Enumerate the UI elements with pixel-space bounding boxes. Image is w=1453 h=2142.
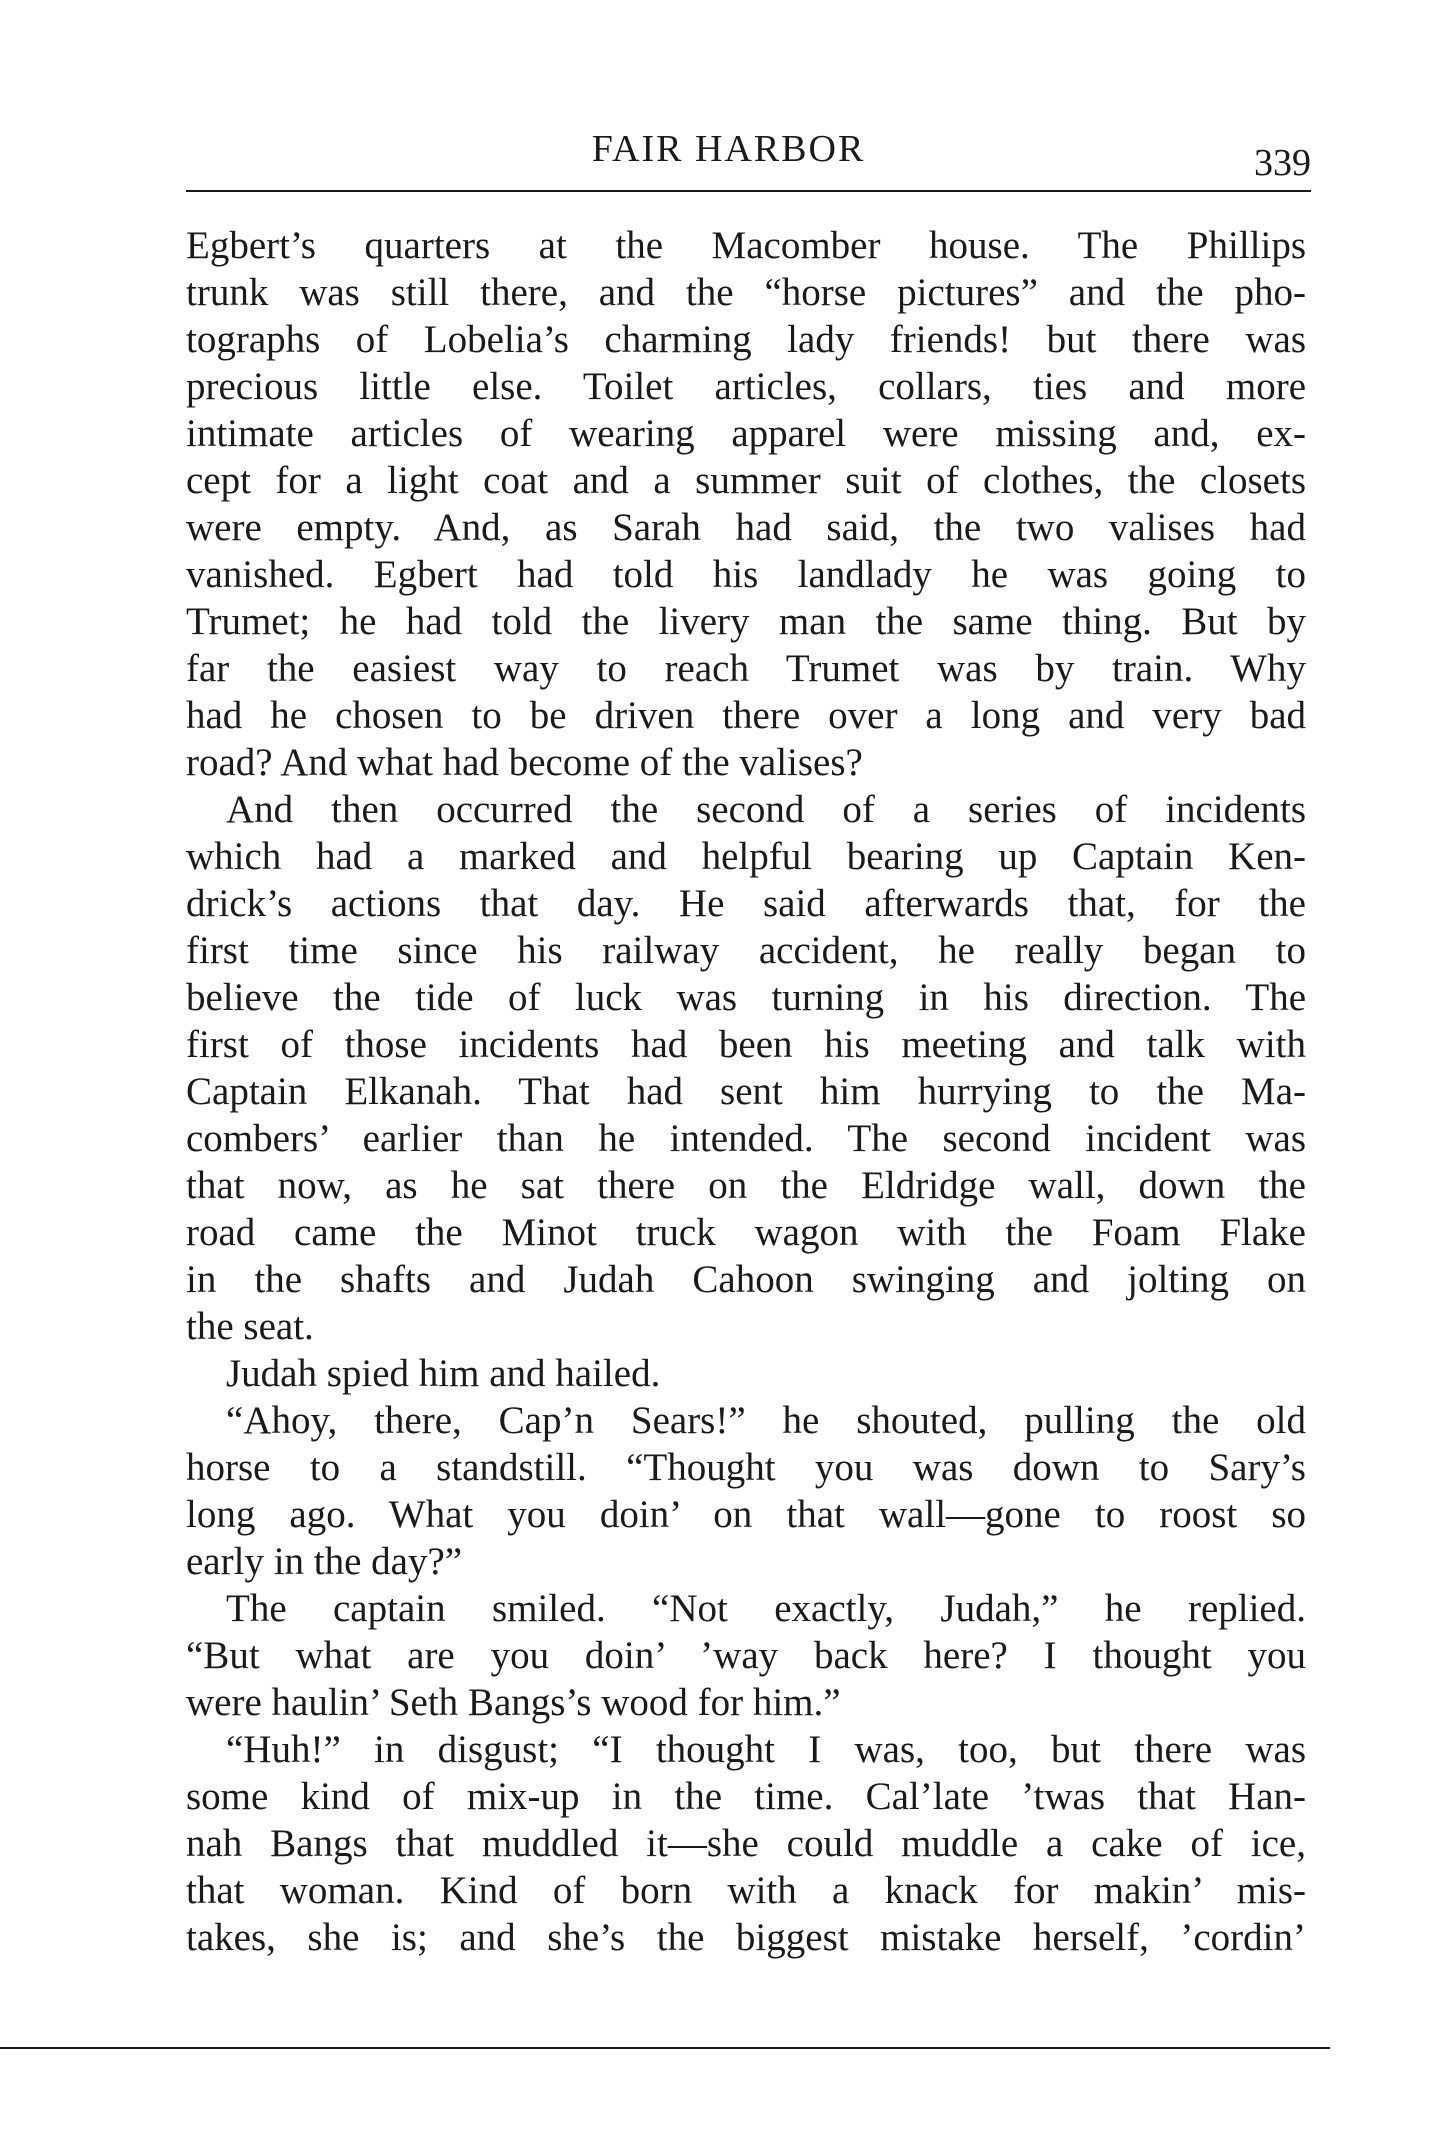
- text-line: intimate articles of wearing apparel were missing and, ex-: [186, 412, 1306, 455]
- paragraph: [186, 222, 1306, 786]
- text-line: had he chosen to be driven there over a long and very bad: [186, 694, 1306, 737]
- running-title: FAIR HARBOR: [591, 128, 866, 170]
- text-line: some kind of mix-up in the time. Cal’late ’twas that Han-: [186, 1775, 1306, 1818]
- text-line: first time since his railway accident, he really began to: [186, 929, 1306, 972]
- text-line: road came the Minot truck wagon with the Foam Flake: [186, 1211, 1306, 1254]
- text-line: takes, she is; and she’s the biggest mistake herself, ’cordin’: [186, 1916, 1306, 1959]
- paragraph: [186, 1350, 1306, 1397]
- text-line: tographs of Lobelia’s charming lady friends! but there was: [186, 318, 1306, 361]
- paragraph: [186, 1585, 1306, 1726]
- text-line: “Huh!” in disgust; “I thought I was, too, but there was: [226, 1728, 1306, 1771]
- text-line: trunk was still there, and the “horse pictures” and the pho-: [186, 271, 1306, 314]
- text-line: “But what are you doin’ ’way back here? I thought you: [186, 1634, 1306, 1677]
- text-line: The captain smiled. “Not exactly, Judah,” he replied.: [226, 1587, 1306, 1630]
- text-line: road? And what had become of the valises?: [186, 741, 863, 784]
- text-line: combers’ earlier than he intended. The second incident was: [186, 1117, 1306, 1160]
- paragraph: [186, 1397, 1306, 1585]
- text-line: that woman. Kind of born with a knack for makin’ mis-: [186, 1869, 1306, 1912]
- text-line: were haulin’ Seth Bangs’s wood for him.”: [186, 1681, 841, 1724]
- text-line: And then occurred the second of a series of incidents: [226, 788, 1306, 831]
- text-line: which had a marked and helpful bearing up Captain Ken-: [186, 835, 1306, 878]
- text-line: Captain Elkanah. That had sent him hurrying to the Ma-: [186, 1070, 1306, 1113]
- text-line: Egbert’s quarters at the Macomber house. The Phillips: [186, 224, 1306, 267]
- text-line: Trumet; he had told the livery man the same thing. But by: [186, 600, 1306, 643]
- text-line: first of those incidents had been his meeting and talk with: [186, 1023, 1306, 1066]
- text-line: nah Bangs that muddled it—she could muddle a cake of ice,: [186, 1822, 1306, 1865]
- text-line: drick’s actions that day. He said afterwards that, for the: [186, 882, 1306, 925]
- text-line: far the easiest way to reach Trumet was by train. Why: [186, 647, 1306, 690]
- text-line: cept for a light coat and a summer suit of clothes, the closets: [186, 459, 1306, 502]
- body-text: [186, 222, 1306, 1961]
- page-number: 339: [1254, 142, 1311, 184]
- text-line: horse to a standstill. “Thought you was down to Sary’s: [186, 1446, 1306, 1489]
- running-head: [186, 124, 1311, 194]
- paragraph: [186, 786, 1306, 1350]
- text-line: were empty. And, as Sarah had said, the two valises had: [186, 506, 1306, 549]
- text-line: long ago. What you doin’ on that wall—gone to roost so: [186, 1493, 1306, 1536]
- text-line: in the shafts and Judah Cahoon swinging and jolting on: [186, 1258, 1306, 1301]
- text-line: that now, as he sat there on the Eldridge wall, down the: [186, 1164, 1306, 1207]
- paragraph: [186, 1726, 1306, 1961]
- text-line: the seat.: [186, 1305, 314, 1348]
- text-line: “Ahoy, there, Cap’n Sears!” he shouted, pulling the old: [226, 1399, 1306, 1442]
- text-line: believe the tide of luck was turning in his direction. The: [186, 976, 1306, 1019]
- text-line: precious little else. Toilet articles, collars, ties and more: [186, 365, 1306, 408]
- bottom-rule: [0, 2047, 1330, 2049]
- text-line: early in the day?”: [186, 1540, 463, 1583]
- text-line: Judah spied him and hailed.: [226, 1352, 661, 1395]
- text-line: vanished. Egbert had told his landlady he was going to: [186, 553, 1306, 596]
- header-rule: [186, 190, 1311, 192]
